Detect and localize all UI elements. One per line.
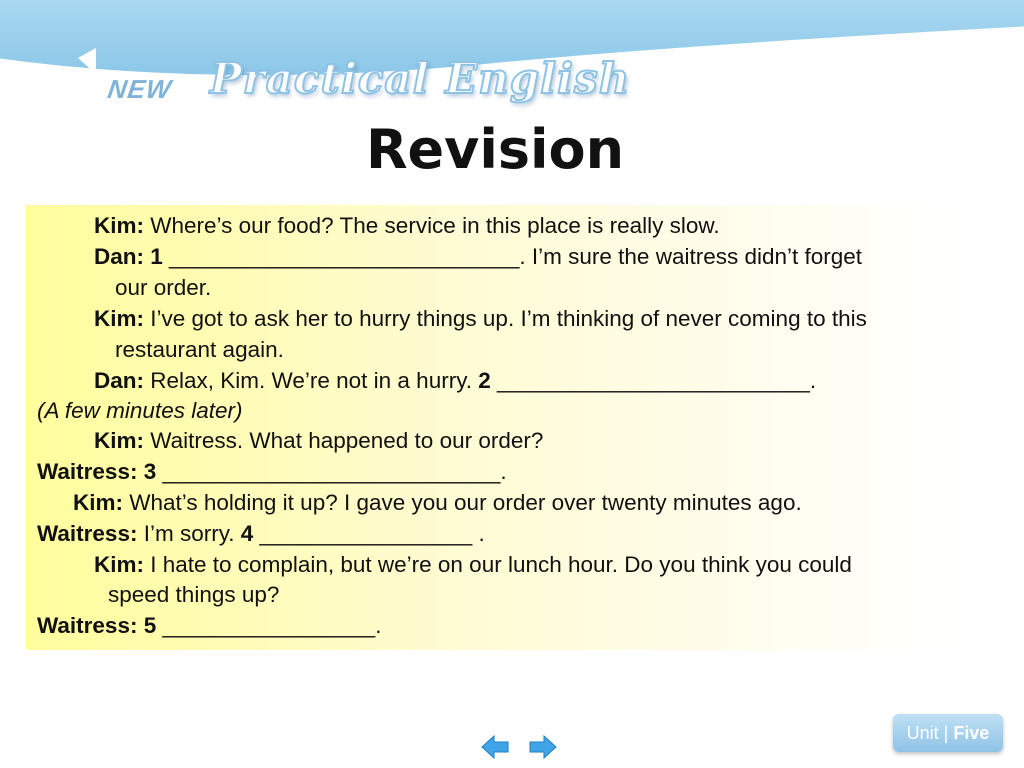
answer-blank: _________________. <box>156 613 382 638</box>
line-text: I’m sorry. <box>137 521 241 546</box>
speaker-label: Kim: <box>94 306 144 331</box>
dialogue-line <box>73 488 802 518</box>
brand-title: Practical English <box>210 54 631 103</box>
line-text: Where’s our food? The service in this place is really slow. <box>144 213 720 238</box>
dialogue-line <box>37 457 507 487</box>
unit-badge[interactable] <box>893 714 1003 752</box>
dialogue-line <box>94 366 816 396</box>
dialogue-line <box>94 426 543 456</box>
brand-logo <box>78 48 631 108</box>
line-text: speed things up? <box>108 582 280 607</box>
line-text: Waitress. What happened to our order? <box>144 428 544 453</box>
line-text: ____________________________. I’m sure the waitress didn’t forget <box>162 244 863 269</box>
unit-number: Five <box>953 723 990 743</box>
speaker-label: Dan: 1 <box>94 244 163 269</box>
speaker-label: Kim: <box>94 428 144 453</box>
dialogue-line <box>37 396 242 426</box>
dialogue-line <box>94 242 862 272</box>
blank-number: 2 <box>478 368 491 393</box>
unit-separator: | <box>938 723 954 743</box>
speaker-label: Kim: <box>94 552 144 577</box>
answer-blank: _________________________. <box>490 368 817 393</box>
dialogue-line <box>37 519 485 549</box>
line-text: I hate to complain, but we’re on our lunch hour. Do you think you could <box>144 552 852 577</box>
previous-arrow-icon[interactable] <box>480 732 512 762</box>
dialogue-line <box>37 611 381 641</box>
stage-direction: (A few minutes later) <box>37 398 243 423</box>
line-text: I’ve got to ask her to hurry things up. I’m thinking of never coming to this <box>144 306 867 331</box>
speaker-label: Kim: <box>94 213 144 238</box>
answer-blank: _________________ . <box>253 521 485 546</box>
line-text: restaurant again. <box>115 337 284 362</box>
dialogue-line <box>115 273 211 303</box>
dialogue-line <box>94 211 720 241</box>
line-text: Relax, Kim. We’re not in a hurry. <box>144 368 479 393</box>
speaker-label: Waitress: 3 <box>37 459 157 484</box>
page-title: Revision <box>365 118 625 181</box>
brand-new-label: NEW <box>105 74 174 104</box>
line-text: What’s holding it up? I gave you our order over twenty minutes ago. <box>123 490 802 515</box>
dialogue-line <box>108 580 279 610</box>
speaker-label: Waitress: 5 <box>37 613 157 638</box>
line-text: our order. <box>115 275 212 300</box>
dialogue-line <box>94 550 852 580</box>
speaker-label: Waitress: <box>37 521 138 546</box>
speaker-label: Kim: <box>73 490 123 515</box>
unit-label: Unit <box>906 723 939 743</box>
next-arrow-icon[interactable] <box>526 732 558 762</box>
dialogue-line <box>115 335 284 365</box>
blank-number: 4 <box>240 521 254 546</box>
dialogue-line <box>94 304 867 334</box>
speaker-label: Dan: <box>94 368 144 393</box>
answer-blank: ___________________________. <box>156 459 507 484</box>
